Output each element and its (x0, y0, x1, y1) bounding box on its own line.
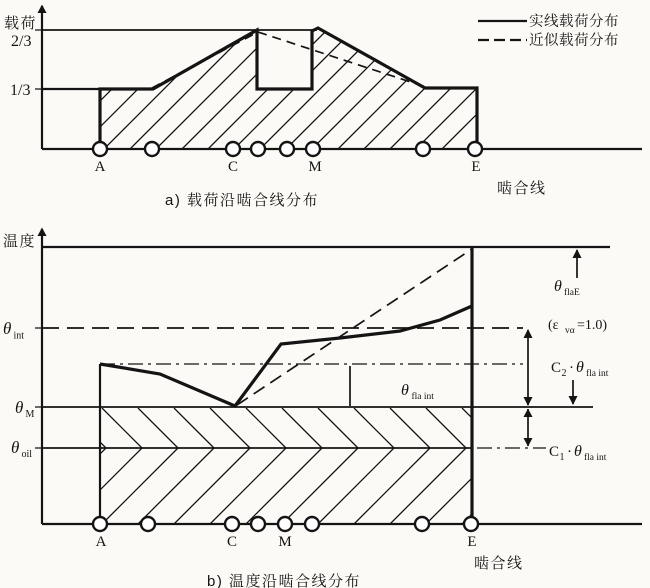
load-axis-circles (93, 142, 482, 156)
load-y-axis-label: 载荷 (4, 15, 38, 32)
mesh-point-circle (278, 517, 292, 531)
theta-oil-label: θoil (11, 438, 33, 460)
temp-chart-caption: b) 温度沿啮合线分布 (207, 573, 362, 588)
mesh-point-circle (251, 142, 265, 156)
epsilon-condition-label: (ε vα =1.0) (548, 318, 608, 336)
temp-point-m-label: M (278, 534, 292, 550)
mesh-point-circle (280, 142, 294, 156)
actual-temp-curve (100, 306, 472, 406)
mesh-point-circle (468, 142, 482, 156)
load-point-a-label: A (94, 159, 106, 175)
temp-point-c-label: C (226, 534, 238, 550)
temp-y-axis-arrow-icon (38, 228, 47, 237)
theta-fla-int-inner-label: θfla int (401, 382, 434, 402)
load-point-c-label: C (227, 159, 239, 175)
temp-hatch-lower-lines (30, 448, 538, 524)
approx-temp-curve (237, 249, 472, 405)
mesh-point-circle (305, 517, 319, 531)
mesh-point-circle (145, 142, 159, 156)
load-chart-caption: a) 载荷沿啮合线分布 (165, 192, 320, 209)
temp-y-axis-label: 温度 (3, 233, 37, 250)
mesh-point-circle (225, 517, 239, 531)
theta-flae-label: θflaE (554, 278, 580, 298)
mesh-point-circle (415, 517, 429, 531)
load-point-e-label: E (471, 159, 481, 175)
temp-mesh-line-label: 啮合线 (474, 555, 524, 572)
legend-solid-label: 实线载荷分布 (529, 14, 619, 30)
theta-m-label: θ M (15, 398, 35, 420)
theta-int-label: θint (3, 319, 25, 342)
c2-leader-arrow-icon (569, 396, 578, 405)
load-mesh-line-label: 啮合线 (497, 180, 547, 197)
mesh-point-circle (93, 142, 107, 156)
mesh-point-circle (251, 517, 265, 531)
mesh-point-circle (464, 517, 478, 531)
temp-hatch-band (30, 408, 538, 524)
temp-axis-circles (93, 517, 478, 531)
load-point-m-label: M (308, 159, 322, 175)
mesh-point-circle (93, 517, 107, 531)
mesh-point-circle (306, 142, 320, 156)
mesh-point-circle (416, 142, 430, 156)
mesh-point-circle (226, 142, 240, 156)
load-legend (478, 12, 619, 49)
theta-flae-arrow-icon (573, 249, 582, 258)
temp-point-e-label: E (467, 534, 477, 550)
actual-load-curve (100, 28, 477, 149)
one-third-tick-label: 1/3 (10, 82, 31, 99)
load-y-axis-arrow-icon (38, 5, 47, 14)
temp-point-a-label: A (95, 534, 107, 550)
c2-flash-term-label: C2 · θ fla int (551, 359, 609, 379)
load-chart (0, 5, 642, 210)
mesh-point-circle (141, 517, 155, 531)
temp-hatch-upper-lines (66, 408, 502, 448)
approx-load-curve (152, 32, 426, 88)
two-thirds-tick-label: 2/3 (11, 33, 32, 50)
temperature-chart (3, 228, 642, 588)
c1-flash-term-label: C1 · θ fla int (549, 443, 607, 463)
legend-dashed-label: 近似载荷分布 (529, 33, 619, 49)
